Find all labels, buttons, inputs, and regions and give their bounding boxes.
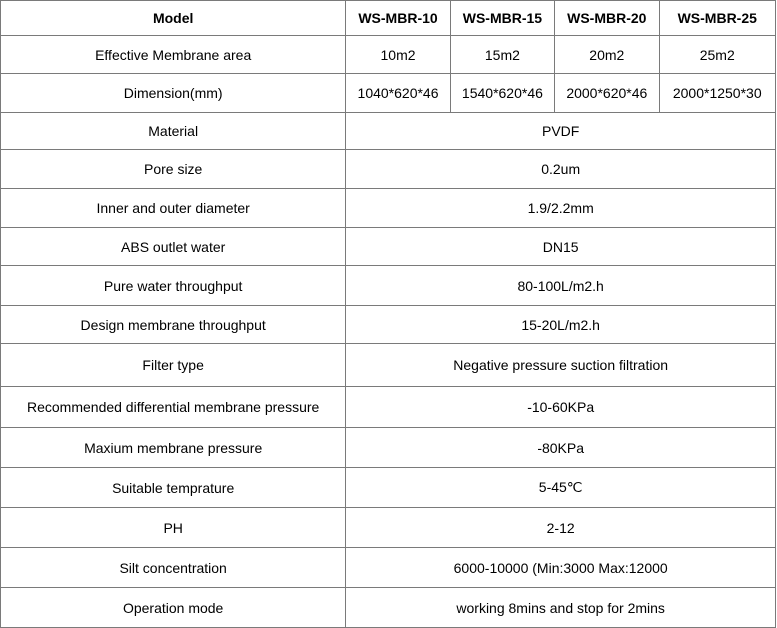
row-label: Dimension(mm)	[1, 74, 346, 113]
row-value: 5-45℃	[346, 468, 776, 508]
row-label: Material	[1, 113, 346, 150]
row-value: PVDF	[346, 113, 776, 150]
row-value: 2000*1250*30	[659, 74, 776, 113]
row-label: Silt concentration	[1, 548, 346, 588]
table-row	[1, 74, 776, 113]
table-row	[1, 189, 776, 228]
table-row	[1, 387, 776, 428]
row-value: 0.2um	[346, 150, 776, 189]
header-model: WS-MBR-20	[555, 1, 659, 36]
row-value: 2000*620*46	[555, 74, 659, 113]
row-value: 6000-10000 (Min:3000 Max:12000	[346, 548, 776, 588]
table-row	[1, 113, 776, 150]
row-value: 80-100L/m2.h	[346, 266, 776, 306]
row-value: 20m2	[555, 36, 659, 74]
header-model: WS-MBR-15	[450, 1, 554, 36]
row-label: Pure water throughput	[1, 266, 346, 306]
row-value: working 8mins and stop for 2mins	[346, 588, 776, 628]
row-value: 10m2	[346, 36, 450, 74]
row-label: Filter type	[1, 344, 346, 387]
header-label: Model	[1, 1, 346, 36]
row-value: 15-20L/m2.h	[346, 306, 776, 344]
table-row	[1, 344, 776, 387]
row-value: -10-60KPa	[346, 387, 776, 428]
header-model: WS-MBR-10	[346, 1, 450, 36]
row-value: 25m2	[659, 36, 776, 74]
row-label: ABS outlet water	[1, 228, 346, 266]
row-value: DN15	[346, 228, 776, 266]
table-row	[1, 266, 776, 306]
row-label: Operation mode	[1, 588, 346, 628]
header-row	[1, 1, 776, 36]
table-row	[1, 468, 776, 508]
row-value: 1040*620*46	[346, 74, 450, 113]
table-row	[1, 306, 776, 344]
row-label: Effective Membrane area	[1, 36, 346, 74]
row-value: Negative pressure suction filtration	[346, 344, 776, 387]
row-value: 1540*620*46	[450, 74, 554, 113]
row-label: Inner and outer diameter	[1, 189, 346, 228]
table-row	[1, 228, 776, 266]
row-value: 2-12	[346, 508, 776, 548]
table-row	[1, 588, 776, 628]
table-row	[1, 36, 776, 74]
row-label: Suitable temprature	[1, 468, 346, 508]
row-label: Design membrane throughput	[1, 306, 346, 344]
row-label: Recommended differential membrane pressure	[1, 387, 346, 428]
row-label: Maxium membrane pressure	[1, 428, 346, 468]
table-row	[1, 150, 776, 189]
row-value: 15m2	[450, 36, 554, 74]
row-label: Pore size	[1, 150, 346, 189]
table-row	[1, 428, 776, 468]
table-row	[1, 548, 776, 588]
header-model: WS-MBR-25	[659, 1, 776, 36]
row-label: PH	[1, 508, 346, 548]
row-value: -80KPa	[346, 428, 776, 468]
table-row	[1, 508, 776, 548]
row-value: 1.9/2.2mm	[346, 189, 776, 228]
